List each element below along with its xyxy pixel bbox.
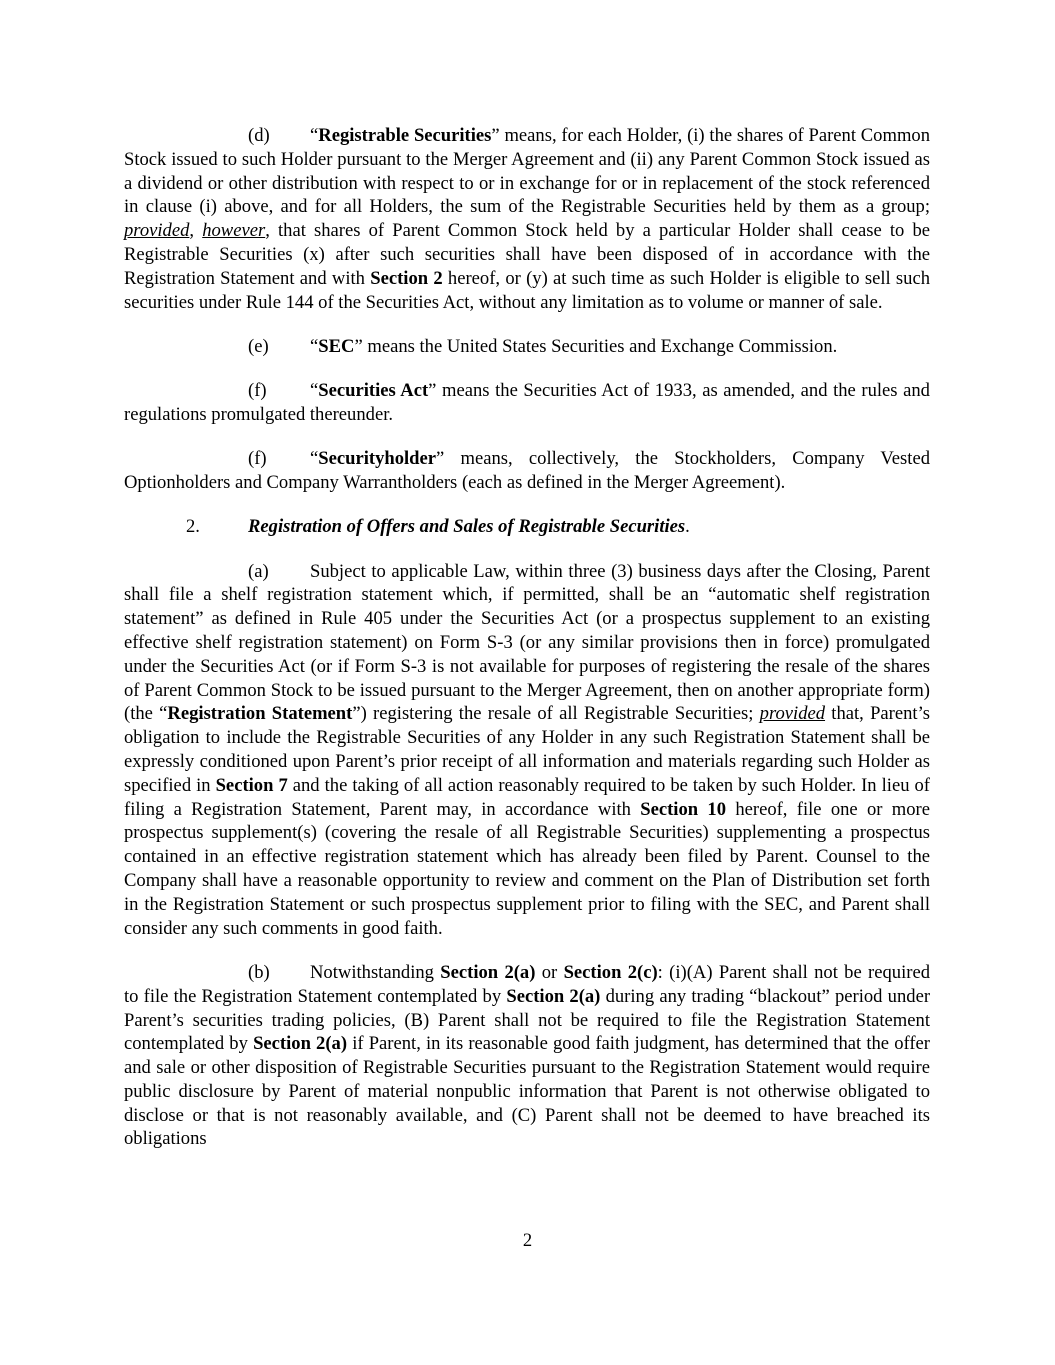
definition-d: (d) “Registrable Securities” means, for each Holder, (i) the shares of Parent Common Stock issued to such Holder pursuant to the Merger Agreement and (ii) any Parent Common Stock issued as a dividend or other distribution with respect to or in exchange for or in replacement of the stock referenced in clause (i) above, and for all Holders, the sum of the Registrable Securities held by them as a group; provided, however, that shares of Parent Common Stock held by a particular Holder shall cease to be Registrable Securities (x) after such securities shall have been disposed of in accordance with the Registration Statement and with Section 2 hereof, or (y) at such time as such Holder is eligible to sell such securities under Rule 144 of the Securities Act, without any limitation as to volume or manner of sale. bbox=[124, 125, 931, 313]
clause-marker: (a) bbox=[248, 560, 269, 582]
provided-term: provided bbox=[124, 220, 190, 242]
section-title: Registration of Offers and Sales of Registrable Securities bbox=[248, 516, 686, 538]
defined-term: Registrable Securities bbox=[318, 125, 492, 146]
however-term: however bbox=[202, 220, 266, 242]
page-number: 2 bbox=[522, 1230, 533, 1251]
section-reference: Section 10 bbox=[640, 798, 727, 820]
document-page bbox=[124, 124, 930, 1172]
section-reference: Section 2(c) bbox=[563, 961, 658, 983]
clause-marker: (e) bbox=[248, 335, 269, 357]
section-reference: Section 2 bbox=[370, 267, 443, 289]
provided-term: provided bbox=[759, 703, 826, 725]
section-reference: Section 2(a) bbox=[506, 985, 601, 1007]
definition-f-securities-act: (f) “Securities Act” means the Securities Act of 1933, as amended, and the rules and regulations promulgated thereunder. bbox=[124, 380, 930, 425]
section-heading: 2. Registration of Offers and Sales of Registrable Securities. bbox=[186, 516, 690, 538]
defined-term: Registration Statement bbox=[167, 703, 353, 725]
defined-term: Securities Act bbox=[318, 380, 429, 402]
definition-f-securityholder: (f) “Securityholder” means, collectively, the Stockholders, Company Vested Optionholders and Company Warrantholders (each as defined in the Merger Agreement). bbox=[124, 448, 930, 494]
defined-term: SEC bbox=[318, 335, 355, 357]
section-2b: (b) Notwithstanding Section 2(a) or Section 2(c): (i)(A) Parent shall not be required to file the Registration Statement contemplated by Section 2(a) during any trading “blackout” period under Parent’s securities trading policies, (B) Parent shall not be required to file the Registration Statement contemplated by Section 2(a) if Parent, in its reasonable good faith judgment, has determined that the offer and sale or other disposition of Registrable Securities pursuant to the Registration Statement would require public disclosure by Parent of material nonpublic information that Parent is not otherwise obligated to disclose or that is not reasonably available, and (C) Parent shall not be deemed to have breached its obligations bbox=[124, 961, 931, 1150]
clause-marker: (d) bbox=[248, 125, 270, 146]
section-reference: Section 2(a) bbox=[253, 1033, 348, 1055]
defined-term: Securityholder bbox=[318, 448, 437, 470]
clause-marker: (f) bbox=[248, 380, 267, 402]
section-number: 2. bbox=[186, 516, 200, 538]
section-reference: Section 2(a) bbox=[440, 961, 536, 983]
clause-marker: (b) bbox=[248, 961, 270, 983]
clause-marker: (f) bbox=[248, 448, 267, 470]
definition-e: (e) “SEC” means the United States Securities and Exchange Commission. bbox=[248, 335, 838, 357]
section-reference: Section 7 bbox=[215, 774, 288, 796]
section-2a: (a) Subject to applicable Law, within three (3) business days after the Closing, Parent shall file a shelf registration statement which, if permitted, shall be an “automatic shelf registration statement” as defined in Rule 405 under the Securities Act (or a prospectus supplement to an existing effective shelf registration statement) on Form S-3 (or any similar provisions then in force) promulgated under the Securities Act (or if Form S-3 is not available for purposes of registering the resale of the shares of Parent Common Stock to be issued pursuant to the Merger Agreement, then on another appropriate form) (the “Registration Statement”) registering the resale of all Registrable Securities; provided that, Parent’s obligation to include the Registrable Securities of any Holder in any such Registration Statement shall be expressly conditioned upon Parent’s prior receipt of all information and materials regarding such Holder as specified in Section 7 and the taking of all action reasonably required to be taken by such Holder. In lieu of filing a Registration Statement, Parent may, in accordance with Section 10 hereof, file one or more prospectus supplement(s) (covering the resale of all Registrable Securities) supplementing a prospectus contained in an effective registration statement which has already been filed by Parent. Counsel to the Company shall have a reasonable opportunity to review and comment on the Plan of Distribution set forth in the Registration Statement or such prospectus supplement prior to filing with the SEC, and Parent shall consider any such comments in good faith. bbox=[124, 560, 930, 939]
